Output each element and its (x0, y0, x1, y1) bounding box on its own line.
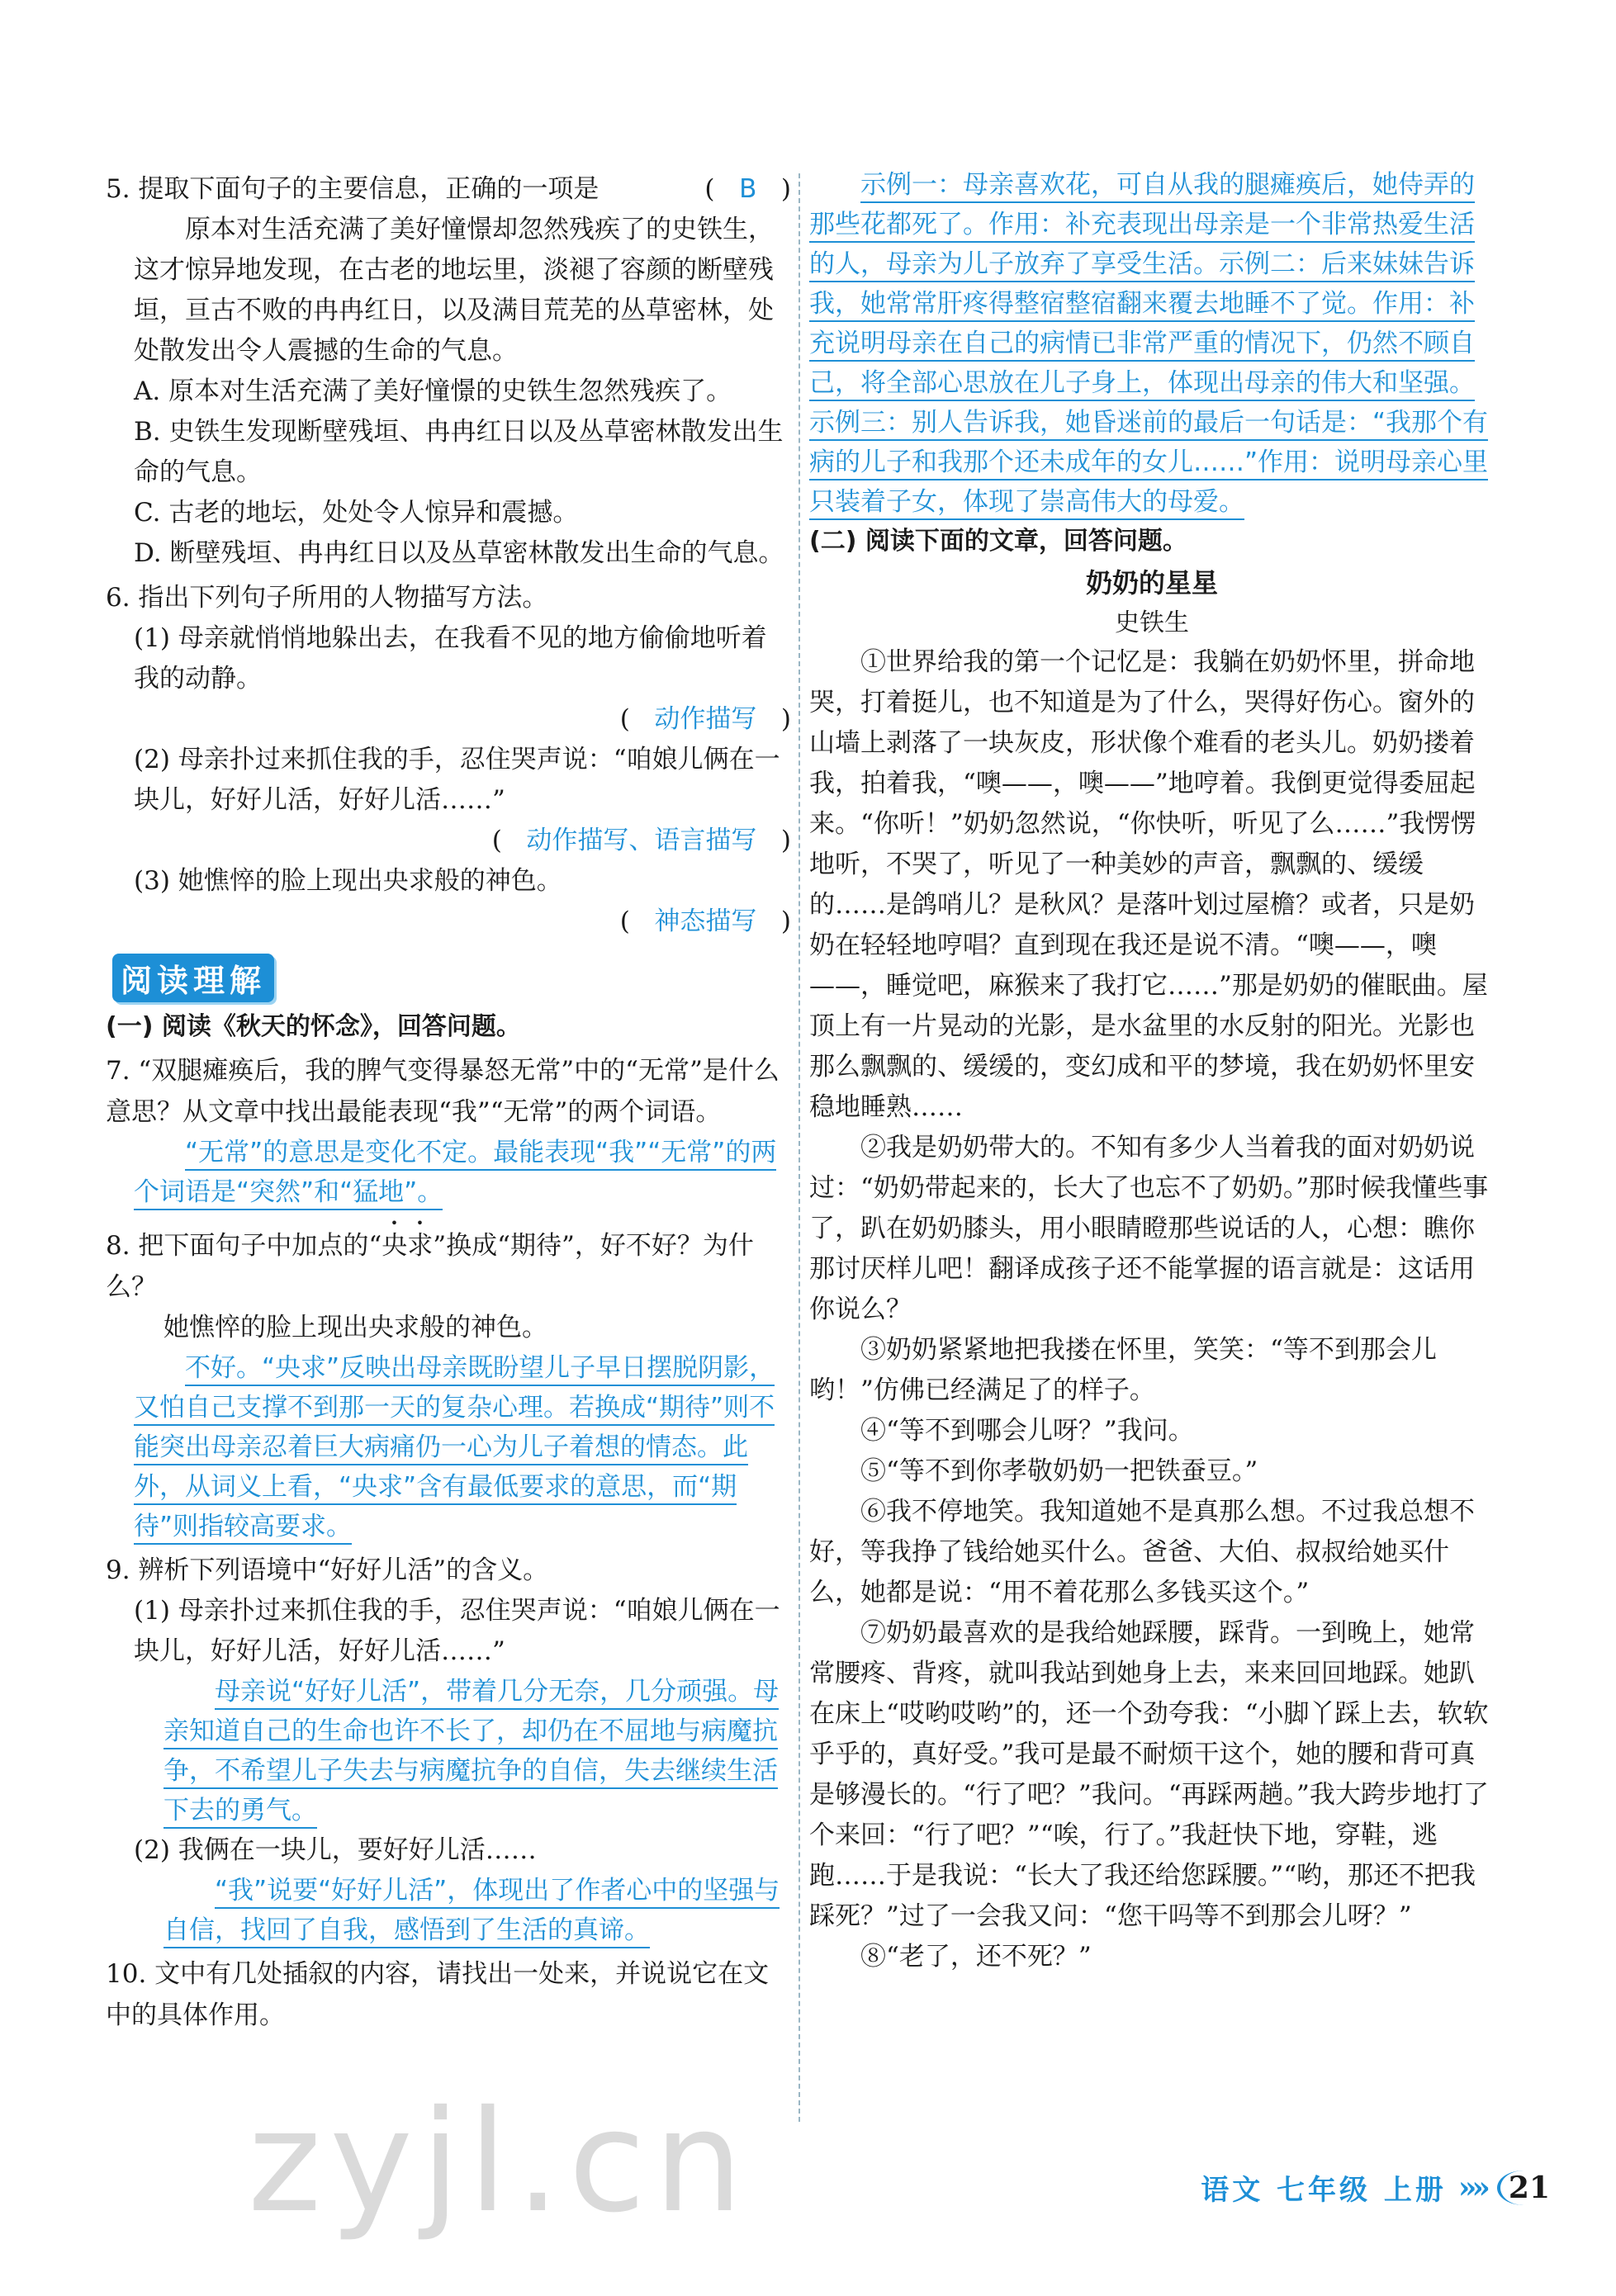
q6-item-2: (2) 母亲扑过来抓住我的手，忍住哭声说：“咱娘儿俩在一块儿，好好儿活，好好儿活……” (134, 745, 780, 815)
q7-answer-text: “无常”的意思是变化不定。最能表现“我”“无常”的两个词语是“突然”和“猛地”。 (134, 1138, 776, 1210)
q6-answer-1: 动作描写 (654, 704, 757, 734)
q6-stem: 6. 指出下列句子所用的人物描写方法。 (106, 583, 548, 613)
q6-answer-3-wrap: ( 神态描写 ) (619, 907, 791, 936)
q9-answer-1 (106, 1672, 791, 1830)
article-paragraph-7: ⑦奶奶最喜欢的是我给她踩腰，踩背。一到晚上，她常常腰疼、背疼，就叫我站到她身上去，来来回回地踩。她趴在床上“哎哟哎哟”的，还一个劲夸我：“小脚丫踩上去，软软乎乎的，真好受。”我可是最不耐烦干这个，她的腰和背可真是够漫长的。“行了吧？”我问。“再踩两趟。”我大跨步地打了个来回：“行了吧？”“唉，行了。”我赶快下地，穿鞋，逃跑……于是我说：“长大了我还给您踩腰。”“哟，那还不把我踩死？”过了一会我又问：“您干吗等不到那会儿呀？” (809, 1618, 1489, 1931)
q6-answer-2: 动作描写、语言描写 (526, 826, 757, 855)
article-paragraph-5: ⑤“等不到你孝敬奶奶一把铁蚕豆。” (860, 1456, 1258, 1486)
q9-stem: 9. 辨析下列语境中“好好儿活”的含义。 (106, 1555, 549, 1585)
q9-item-1: (1) 母亲扑过来抓住我的手，忍住哭声说：“咱娘儿俩在一块儿，好好儿活，好好儿活……” (134, 1596, 780, 1666)
part1-heading: (一) 阅读《秋天的怀念》，回答问题。 (106, 1012, 521, 1041)
article-paragraph-1: ①世界给我的第一个记忆是：我躺在奶奶怀里，拼命地哭，打着挺儿，也不知道是为了什么，哭得好伤心。窗外的山墙上剥落了一块灰皮，形状像个难看的老头儿。奶奶搂着我，拍着我，“噢——，噢——”地哼着。我倒更觉得委屈起来。“你听！”奶奶忽然说，“你快听，听见了么……”我愣愣地听，不哭了，听见了一种美妙的声音，飘飘的、缓缓的……是鸽哨儿？是秋风？是落叶划过屋檐？或者，只是奶奶在轻轻地哼唱？直到现在我还是说不清。“噢——，噢——，睡觉吧，麻猴来了我打它……”那是奶奶的催眠曲。屋顶上有一片晃动的光影，是水盆里的水反射的阳光。光影也那么飘飘的、缓缓的，变幻成和平的梦境，我在奶奶怀里安稳地睡熟…… (809, 647, 1488, 1122)
column-divider (799, 173, 800, 2122)
q10-stem: 10. 文中有几处插叙的内容，请找出一处来，并说说它在文中的具体作用。 (106, 1959, 770, 2030)
q5-option-b: B. 史铁生发现断壁残垣、冉冉红日以及丛草密林散发出生命的气息。 (134, 417, 784, 487)
q8-stem (106, 1215, 791, 1308)
section-title-reading: 阅读理解 (112, 954, 274, 1002)
q8-stem-b: ”换成“期待”，好不好？为什么？ (106, 1231, 754, 1302)
chevron-right-icon: »» (1457, 2170, 1486, 2205)
article-paragraph-3: ③奶奶紧紧地把我搂在怀里，笑笑：“等不到那会儿哟！”仿佛已经满足了的样子。 (809, 1335, 1437, 1405)
q9-item-2: (2) 我俩在一块儿，要好好儿活…… (134, 1835, 537, 1865)
q6-answer-1-wrap: ( 动作描写 ) (619, 704, 791, 734)
q5-option-a: A. 原本对生活充满了美好憧憬的史铁生忽然残疾了。 (134, 376, 732, 406)
q5-stem-text: 5. 提取下面句子的主要信息，正确的一项是 (106, 174, 599, 204)
q8-answer (106, 1348, 791, 1546)
q10-answer-text: 示例一：母亲喜欢花，可自从我的腿瘫痪后，她侍弄的那些花都死了。作用：补充表现出母亲是一个非常热爱生活的人，母亲为儿子放弃了享受生活。示例二：后来妹妹告诉我，她常常肝疼得整宿整宿翻来覆去地睡不了觉。作用：补充说明母亲在自己的病情已非常严重的情况下，仍然不顾自己，将全部心思放在儿子身上，体现出母亲的伟大和坚强。示例三：别人告诉我，她昏迷前的最后一句话是：“我那个有病的儿子和我那个还未成年的女儿……”作用：说明母亲心里只装着子女，体现了崇高伟大的母爱。 (809, 170, 1488, 520)
q9-answer-1-text: 母亲说“好好儿活”，带着几分无奈，几分顽强。母亲知道自己的生命也许不长了，却仍在不屈地与病魔抗争，不希望儿子失去与病魔抗争的自信，失去继续生活下去的勇气。 (163, 1677, 779, 1829)
q7-answer (106, 1133, 791, 1212)
q8-dotted-word: 央求 (381, 1231, 434, 1261)
q6-answer-2-wrap: ( 动作描写、语言描写 ) (491, 826, 791, 855)
footer-subject: 语文 七年级 上册 (1201, 2174, 1447, 2207)
q5-answer-bracket: ( B ) (704, 174, 791, 204)
q5-answer: B (739, 174, 757, 204)
q6-item-3: (3) 她憔悴的脸上现出央求般的神色。 (134, 866, 562, 896)
q5-option-c: C. 古老的地坛，处处令人惊异和震撼。 (134, 498, 579, 528)
page-footer (1201, 2167, 1550, 2208)
watermark: zyjl.cn (248, 2081, 751, 2244)
q5-option-d: D. 断壁残垣、冉冉红日以及丛草密林散发出生命的气息。 (134, 538, 784, 568)
q6-item-1: (1) 母亲就悄悄地躲出去，在我看不见的地方偷偷地听着我的动静。 (134, 623, 767, 694)
q6-answer-3: 神态描写 (654, 907, 757, 936)
q9-answer-2 (106, 1871, 791, 1950)
right-column (809, 165, 1495, 1977)
q8-answer-text: 不好。“央求”反映出母亲既盼望儿子早日摆脱阴影，又怕自己支撑不到那一天的复杂心理。若换成“期待”则不能突出母亲忍着巨大病痛仍一心为儿子着想的情态。此外，从词义上看，“央求”含有最低要求的意思，而“期待”则指较高要求。 (134, 1353, 775, 1545)
left-column (106, 165, 791, 2036)
part2-heading: (二) 阅读下面的文章，回答问题。 (809, 527, 1187, 556)
page-number: 21 (1497, 2171, 1550, 2205)
article-paragraph-6: ⑥我不停地笑。我知道她不是真那么想。不过我总想不好，等我挣了钱给她买什么。爸爸、大伯、叔叔给她买什么，她都是说：“用不着花那么多钱买这个。” (809, 1497, 1475, 1607)
article-title: 奶奶的星星 (1085, 567, 1218, 599)
q10-answer (809, 165, 1495, 522)
q8-sentence: 她憔悴的脸上现出央求般的神色。 (163, 1313, 547, 1342)
q5-stem (106, 168, 791, 210)
q7-stem: 7. “双腿瘫痪后，我的脾气变得暴怒无常”中的“无常”是什么意思？从文章中找出最能表现“我”“无常”的两个词语。 (106, 1056, 780, 1127)
q5-passage: 原本对生活充满了美好憧憬却忽然残疾了的史铁生，这才惊异地发现，在古老的地坛里，淡褪了容颜的断壁残垣，亘古不败的冉冉红日，以及满目荒芜的丛草密林，处处散发出令人震撼的生命的气息。 (134, 215, 774, 366)
q9-answer-2-text: “我”说要“好好儿活”，体现出了作者心中的坚强与自信，找回了自我，感悟到了生活的真谛。 (163, 1876, 780, 1948)
article-paragraph-4: ④“等不到哪会儿呀？”我问。 (860, 1416, 1194, 1446)
q8-stem-a: 8. 把下面句子中加点的“ (106, 1231, 382, 1261)
article-paragraph-2: ②我是奶奶带大的。不知有多少人当着我的面对奶奶说过：“奶奶带起来的，长大了也忘不了奶奶。”那时候我懂些事了，趴在奶奶膝头，用小眼睛瞪那些说话的人，心想：瞧你那讨厌样儿吧！翻译成孩子还不能掌握的语言就是：这话用你说么？ (809, 1133, 1489, 1324)
article-paragraph-8: ⑧“老了，还不死？” (860, 1942, 1092, 1972)
article-author: 史铁生 (1115, 608, 1189, 637)
